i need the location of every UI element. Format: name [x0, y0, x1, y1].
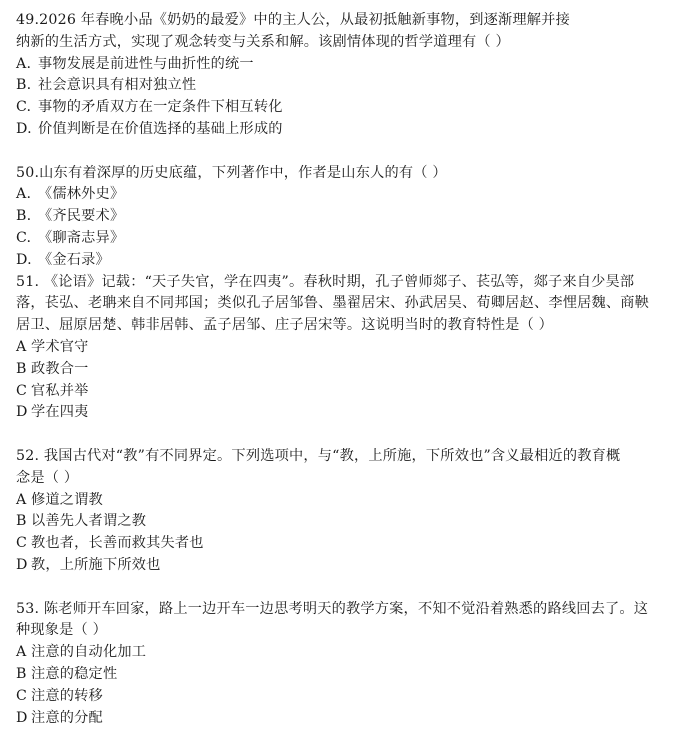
option-letter: B. [16, 208, 32, 225]
option-letter: B [16, 360, 27, 377]
option-text: 官私并举 [31, 382, 89, 399]
option-letter: A [16, 644, 27, 661]
option-letter: A [16, 338, 27, 355]
option-text: 注意的转移 [31, 687, 103, 704]
question-51 [16, 272, 679, 425]
option-letter: C [16, 382, 28, 399]
option-letter: B. [16, 77, 32, 94]
option-b [16, 206, 679, 228]
option-text: 学术官守 [31, 338, 89, 355]
spacer [16, 424, 679, 446]
option-text: 注意的自动化加工 [31, 644, 147, 661]
option-letter: A. [16, 186, 32, 203]
question-stem-line: 50.山东有着深厚的历史底蕴，下列著作中，作者是山东人的有（ ） [16, 164, 447, 181]
question-stem-line: 种现象是（ ） [16, 622, 108, 639]
option-a [16, 642, 679, 664]
option-text: 事物发展是前进性与曲折性的统一 [38, 55, 254, 72]
document-page [16, 10, 679, 729]
question-stem-line: 念是（ ） [16, 469, 79, 486]
option-d [16, 402, 679, 424]
option-b [16, 511, 679, 533]
option-c [16, 97, 679, 119]
question-stem-line: 居卫、屈原居楚、韩非居韩、孟子居邹、庄子居宋等。这说明当时的教育特性是（ ） [16, 317, 554, 334]
question-stem-line: 51. 《论语》记载：“天子失官，学在四夷”。春秋时期，孔子曾师郯子、苌弘等，郯子来自少昊部 [16, 273, 635, 290]
option-text: 社会意识具有相对独立性 [38, 77, 197, 94]
option-text: 教，上所施下所效也 [31, 556, 161, 573]
question-stem-line: 纳新的生活方式，实现了观念转变与关系和解。该剧情体现的哲学道理有（ ） [16, 33, 510, 50]
option-text: 价值判断是在价值选择的基础上形成的 [38, 120, 283, 137]
option-text: 学在四夷 [31, 404, 89, 421]
question-53 [16, 599, 679, 730]
option-a [16, 490, 679, 512]
question-52 [16, 446, 679, 577]
option-letter: C. [16, 229, 32, 246]
option-text: 《齐民要术》 [38, 208, 125, 225]
question-stem-line: 53. 陈老师开车回家，路上一边开车一边思考明天的教学方案，不知不觉沿着熟悉的路线回去了。这 [16, 600, 649, 617]
option-a [16, 54, 679, 76]
option-letter: C [16, 687, 28, 704]
question-50 [16, 163, 679, 272]
spacer [16, 577, 679, 599]
question-49 [16, 10, 679, 141]
option-text: 修道之谓教 [31, 491, 103, 508]
option-letter: D. [16, 251, 32, 268]
option-b [16, 664, 679, 686]
option-text: 以善先人者谓之教 [31, 513, 147, 530]
option-text: 注意的稳定性 [31, 665, 118, 682]
option-text: 《儒林外史》 [38, 186, 125, 203]
option-b [16, 75, 679, 97]
question-stem-line: 落，苌弘、老聃来自不同邦国；类似孔子居邹鲁、墨翟居宋、孙武居吴、荀卿居赵、李悝居魏、商鞅 [16, 295, 650, 312]
option-d [16, 119, 679, 141]
option-c [16, 381, 679, 403]
option-c [16, 533, 679, 555]
option-text: 《聊斋志异》 [38, 229, 125, 246]
option-text: 注意的分配 [31, 709, 103, 726]
option-c [16, 228, 679, 250]
option-c [16, 686, 679, 708]
option-letter: A [16, 491, 27, 508]
option-d [16, 555, 679, 577]
option-d [16, 250, 679, 272]
option-text: 《金石录》 [38, 251, 110, 268]
option-text: 事物的矛盾双方在一定条件下相互转化 [38, 99, 283, 116]
option-d [16, 708, 679, 730]
option-letter: A. [16, 55, 32, 72]
option-a [16, 184, 679, 206]
option-letter: C. [16, 99, 32, 116]
option-letter: C [16, 535, 28, 552]
option-letter: D [16, 556, 28, 573]
question-stem-line: 49.2026 年春晚小品《奶奶的最爱》中的主人公，从最初抵触新事物，到逐渐理解并接 [16, 12, 570, 28]
option-letter: D [16, 404, 28, 421]
option-letter: D [16, 709, 28, 726]
option-b [16, 359, 679, 381]
option-letter: B [16, 513, 27, 530]
option-letter: D. [16, 120, 32, 137]
option-text: 教也者，长善而救其失者也 [31, 535, 204, 552]
option-text: 政教合一 [31, 360, 89, 377]
option-letter: B [16, 665, 27, 682]
spacer [16, 141, 679, 163]
question-stem-line: 52. 我国古代对“教”有不同界定。下列选项中，与“教，上所施，下所效也”含义最相近的教育概 [16, 447, 621, 464]
option-a [16, 337, 679, 359]
